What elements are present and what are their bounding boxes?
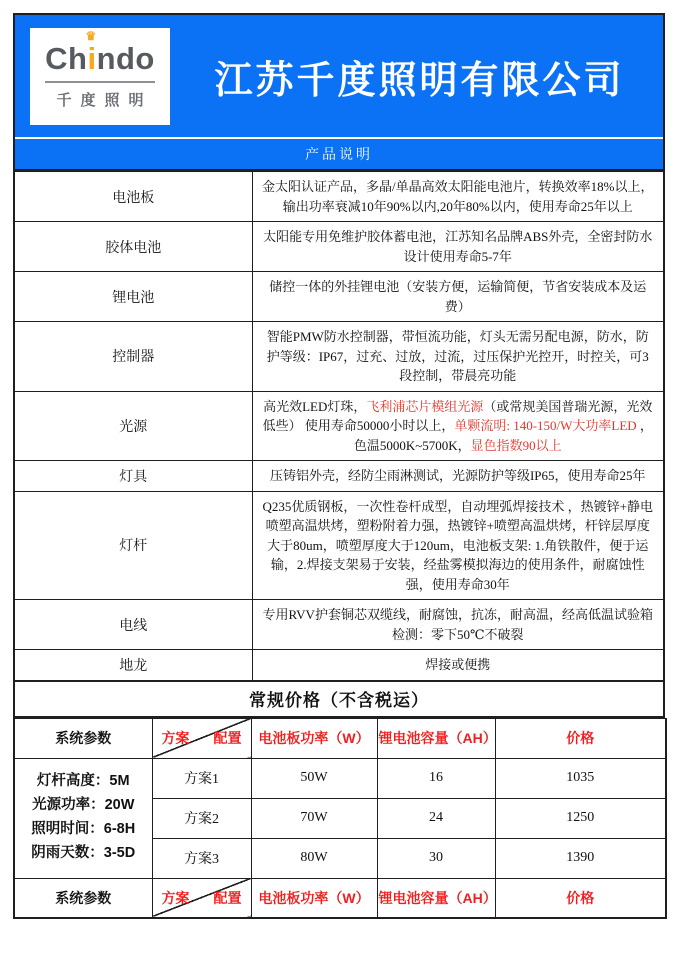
plan-label-footer: 方案 — [161, 889, 190, 906]
plan-name-cell: 方案3 — [152, 838, 251, 878]
price-table — [13, 718, 667, 920]
system-param-line: 照明时间：6-8H — [31, 821, 136, 837]
col-panel-power-footer: 电池板功率（W） — [251, 878, 377, 918]
spec-text: Q235优质钢板，一次性卷杆成型，自动埋弧焊接技术 ，热镀锌+静电喷塑高温烘烤，塑粉附着力强，热镀锌+喷塑高温烘烤，杆锌层厚度大于80um，喷塑厚度大于120um，电池板支架: 1.角铁散件，便于运输，2.焊接支架易于安装，经盐雾模拟海边的使用条件，耐腐蚀性强，使用寿命30年 — [262, 498, 653, 592]
spec-label-cell: 灯杆 — [14, 491, 252, 600]
spec-text: 金太阳认证产品，多晶/单晶高效太阳能电池片，转换效率18%以上，输出功率衰减10年90%以内,20年80%以内，使用寿命25年以上 — [262, 179, 654, 214]
plan-config-diagonal-cell-footer — [152, 878, 251, 918]
panel-power-cell: 70W — [251, 798, 377, 838]
brand-accent-letter: ♛ i — [85, 29, 97, 76]
brand-text — [45, 29, 155, 76]
spec-text: 高光效LED灯珠， — [263, 398, 367, 414]
spec-label-cell: 胶体电池 — [14, 222, 252, 272]
price-cell: 1390 — [495, 838, 666, 878]
spec-row — [14, 461, 664, 492]
price-section-title: 常规价格（不含税运） — [13, 682, 665, 718]
spec-desc-cell — [252, 172, 664, 222]
panel-power-cell: 50W — [251, 758, 377, 798]
spec-row — [14, 391, 664, 461]
spec-highlight-text: 单颗流明: 140-150/W大功率LED — [454, 418, 637, 433]
spec-row — [14, 272, 664, 322]
spec-label-cell: 灯具 — [14, 461, 252, 492]
col-battery-capacity: 锂电池容量（AH） — [377, 718, 495, 758]
spec-row — [14, 172, 664, 222]
price-cell: 1250 — [495, 798, 666, 838]
spec-highlight-text: 飞利浦芯片模组光源 — [366, 398, 484, 414]
logo-subtitle: 千度照明 — [56, 92, 153, 109]
price-footer-header-row — [14, 878, 666, 918]
spec-desc-cell — [252, 322, 664, 392]
panel-power-cell: 80W — [251, 838, 377, 878]
brand-prefix: Ch — [45, 41, 88, 76]
plan-name-cell: 方案1 — [152, 758, 251, 798]
product-description-bar: 产品说明 — [305, 146, 373, 162]
spec-label-cell: 地龙 — [14, 650, 252, 681]
spec-text: 压铸铝外壳，经防尘雨淋测试，光源防护等级IP65，使用寿命25年 — [269, 468, 646, 483]
capacity-cell: 30 — [377, 838, 495, 878]
spec-label-cell: 控制器 — [14, 322, 252, 392]
col-price-footer: 价格 — [495, 878, 666, 918]
capacity-cell: 24 — [377, 798, 495, 838]
company-logo — [30, 28, 170, 125]
spec-text: 焊接或便携 — [425, 657, 491, 672]
spec-row — [14, 491, 664, 600]
col-price: 价格 — [495, 718, 666, 758]
spec-row — [14, 650, 664, 681]
spec-text: 智能PMW防水控制器，带恒流功能，灯头无需另配电源，防水，防护等级：IP67，过充、过放，过流，过压保护光控开，时控关，可3段控制，带晨亮功能 — [266, 329, 649, 383]
spec-desc-cell — [252, 461, 664, 492]
capacity-cell: 16 — [377, 758, 495, 798]
col-panel-power: 电池板功率（W） — [251, 718, 377, 758]
header-main — [15, 15, 663, 137]
plan-name-cell: 方案2 — [152, 798, 251, 838]
spec-table — [13, 171, 665, 682]
spec-desc-cell — [252, 391, 664, 461]
logo-divider — [45, 81, 155, 83]
spec-desc-cell — [252, 600, 664, 650]
spec-text: （或常规美国普瑞光源，光效低些） 使用寿命50000小时以上， — [262, 398, 653, 433]
plan-row — [14, 758, 666, 798]
spec-row — [14, 600, 664, 650]
col-system-params-footer: 系统参数 — [14, 878, 152, 918]
config-label: 配置 — [213, 730, 242, 746]
price-cell: 1035 — [495, 758, 666, 798]
spec-text: 储控一体的外挂锂电池（安装方便，运输简便，节省安装成本及运费） — [269, 279, 647, 314]
spec-label-cell: 电线 — [14, 600, 252, 650]
spec-desc-cell — [252, 491, 664, 600]
company-name: 江苏千度照明有限公司 — [214, 59, 625, 102]
system-param-line: 灯杆高度：5M — [36, 773, 130, 790]
col-system-params: 系统参数 — [14, 718, 152, 758]
spec-label-cell: 电池板 — [14, 172, 252, 222]
spec-desc-cell — [252, 222, 664, 272]
brand-suffix: ndo — [96, 41, 155, 76]
spec-label-cell: 锂电池 — [14, 272, 252, 322]
spec-label-cell: 光源 — [14, 391, 252, 461]
spec-text: 太阳能专用免维护胶体蓄电池，江苏知名品牌ABS外壳，全密封防水设计使用寿命5-7年 — [263, 229, 653, 264]
plan-label: 方案 — [161, 730, 190, 746]
spec-desc-cell — [252, 272, 664, 322]
spec-highlight-text: 显色指数90以上 — [470, 437, 562, 453]
spec-row — [14, 322, 664, 392]
system-params-cell — [14, 758, 152, 878]
system-param-line: 光源功率：20W — [32, 797, 135, 814]
header — [13, 13, 665, 171]
spec-text: ，色温5000K~5700K， — [353, 418, 653, 453]
price-header-row — [14, 718, 666, 758]
plan-config-diagonal-cell — [152, 718, 251, 758]
spec-row — [14, 222, 664, 272]
crown-icon: ♛ — [85, 29, 97, 43]
spec-desc-cell — [252, 650, 664, 681]
col-battery-capacity-footer: 锂电池容量（AH） — [377, 878, 495, 918]
system-param-line: 阴雨天数：3-5D — [31, 844, 136, 861]
config-label-footer: 配置 — [213, 889, 242, 906]
spec-text: 专用RVV护套铜芯双缆线，耐腐蚀，抗冻，耐高温，经高低温试验箱检测：零下50℃不破裂 — [262, 607, 653, 642]
spec-sheet — [13, 13, 665, 919]
